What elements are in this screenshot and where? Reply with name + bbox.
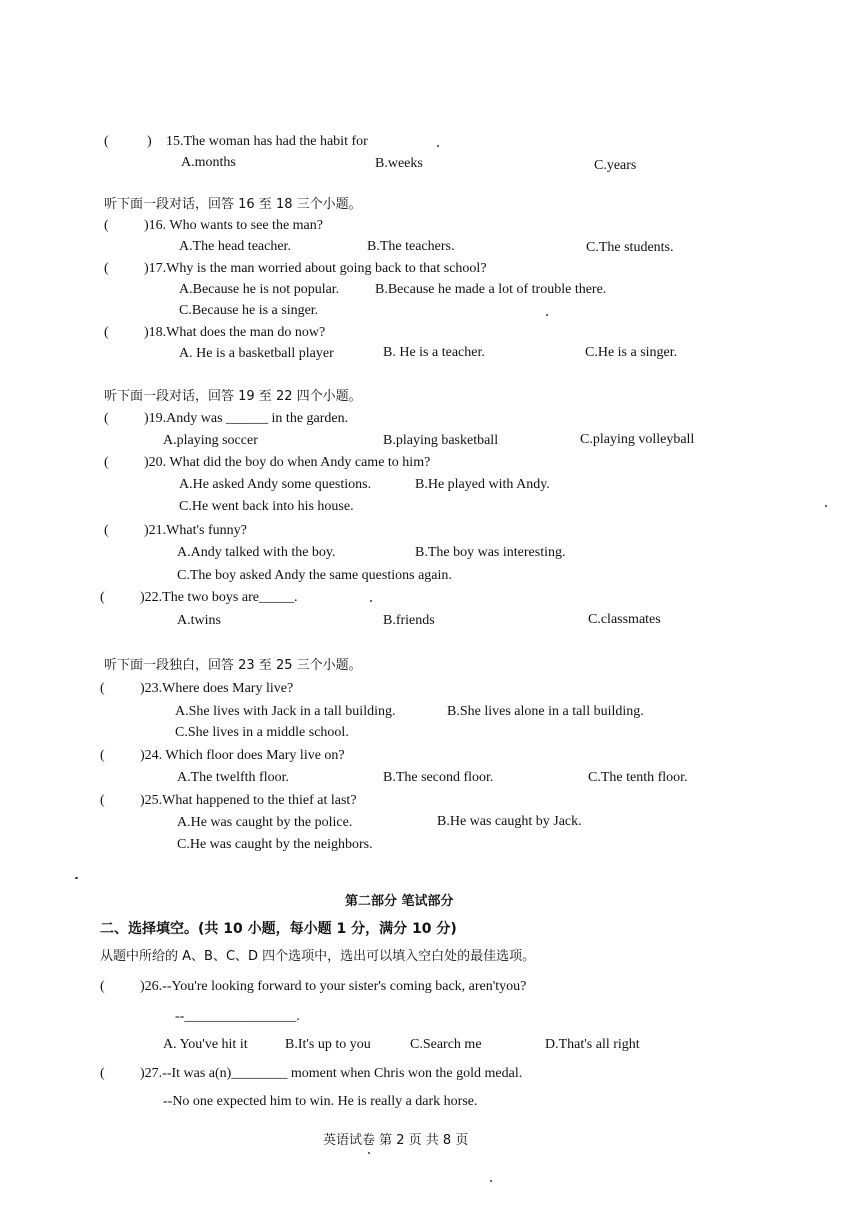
q19-option-a: A.playing soccer (163, 433, 258, 448)
q20-option-b: B.He played with Andy. (415, 477, 550, 492)
q22-option-a: A.twins (177, 613, 221, 628)
q15-option-b: B.weeks (375, 156, 423, 171)
q26-option-c: C.Search me (410, 1037, 482, 1052)
answer-paren: ( (104, 218, 109, 233)
q21-option-a: A.Andy talked with the boy. (177, 545, 336, 560)
question-23-stem: )23.Where does Mary live? (140, 681, 294, 696)
print-speck (368, 1152, 370, 1154)
q21-option-c: C.The boy asked Andy the same questions again. (177, 568, 452, 583)
print-speck (437, 145, 439, 147)
answer-paren: ( (104, 134, 109, 149)
print-speck (546, 314, 548, 316)
q18-option-b: B. He is a teacher. (383, 345, 485, 360)
answer-paren: ( (100, 1066, 105, 1081)
answer-paren: ( (104, 261, 109, 276)
part-two-title: 第二部分 笔试部分 (345, 894, 454, 909)
section-intro-19: 听下面一段对话，回答 19 至 22 四个小题。 (104, 389, 362, 404)
q22-option-b: B.friends (383, 613, 435, 628)
q16-option-b: B.The teachers. (367, 239, 455, 254)
answer-paren: ( (100, 590, 105, 605)
q19-option-b: B.playing basketball (383, 433, 499, 448)
question-25-stem: )25.What happened to the thief at last? (140, 793, 357, 808)
question-16-stem: )16. Who wants to see the man? (144, 218, 323, 233)
answer-paren: ( (100, 979, 105, 994)
section-intro-23: 听下面一段独白，回答 23 至 25 三个小题。 (104, 658, 362, 673)
question-24-stem: )24. Which floor does Mary live on? (140, 748, 345, 763)
q19-option-c: C.playing volleyball (580, 432, 695, 447)
print-speck (825, 505, 827, 507)
q26-option-a: A. You've hit it (163, 1037, 248, 1052)
answer-paren: ( (100, 748, 105, 763)
answer-paren-close: ) (147, 134, 152, 149)
q26-reply-blank: --________________. (175, 1009, 300, 1024)
q25-option-b: B.He was caught by Jack. (437, 814, 582, 829)
question-27-stem: )27.--It was a(n)________ moment when Chris won the gold medal. (140, 1066, 523, 1081)
q18-option-a: A. He is a basketball player (179, 346, 334, 361)
section-two-title: 二、选择填空。(共 10 小题，每小题 1 分，满分 10 分) (100, 921, 457, 937)
print-speck (370, 600, 372, 602)
q20-option-a: A.He asked Andy some questions. (179, 477, 372, 492)
q22-option-c: C.classmates (588, 612, 661, 627)
q26-option-d: D.That's all right (545, 1037, 640, 1052)
q25-option-a: A.He was caught by the police. (177, 815, 353, 830)
question-20-stem: )20. What did the boy do when Andy came to him? (144, 455, 431, 470)
q26-option-b: B.It's up to you (285, 1037, 371, 1052)
q24-option-b: B.The second floor. (383, 770, 494, 785)
print-speck (490, 1180, 492, 1182)
q17-option-a: A.Because he is not popular. (179, 282, 340, 297)
question-22-stem: )22.The two boys are_____. (140, 590, 298, 605)
question-19-stem: )19.Andy was ______ in the garden. (144, 411, 349, 426)
print-speck (75, 877, 78, 879)
question-17-stem: )17.Why is the man worried about going back to that school? (144, 261, 487, 276)
q18-option-c: C.He is a singer. (585, 345, 678, 360)
q21-option-b: B.The boy was interesting. (415, 545, 566, 560)
answer-paren: ( (104, 455, 109, 470)
question-26-stem: )26.--You're looking forward to your sister's coming back, aren'tyou? (140, 979, 527, 994)
q17-option-b: B.Because he made a lot of trouble there. (375, 282, 607, 297)
q23-option-b: B.She lives alone in a tall building. (447, 704, 644, 719)
q25-option-c: C.He was caught by the neighbors. (177, 837, 373, 852)
q24-option-c: C.The tenth floor. (588, 770, 688, 785)
answer-paren: ( (104, 411, 109, 426)
q17-option-c: C.Because he is a singer. (179, 303, 319, 318)
q20-option-c: C.He went back into his house. (179, 499, 354, 514)
question-18-stem: )18.What does the man do now? (144, 325, 326, 340)
answer-paren: ( (104, 325, 109, 340)
q24-option-a: A.The twelfth floor. (177, 770, 289, 785)
q16-option-c: C.The students. (586, 240, 674, 255)
section-two-instructions: 从题中所给的 A、B、C、D 四个选项中，选出可以填入空白处的最佳选项。 (100, 949, 536, 964)
page-footer: 英语试卷 第 2 页 共 8 页 (323, 1133, 469, 1148)
q23-option-a: A.She lives with Jack in a tall building. (175, 704, 396, 719)
q16-option-a: A.The head teacher. (179, 239, 291, 254)
answer-paren: ( (100, 793, 105, 808)
answer-paren: ( (100, 681, 105, 696)
section-intro-16: 听下面一段对话，回答 16 至 18 三个小题。 (104, 197, 362, 212)
q23-option-c: C.She lives in a middle school. (175, 725, 349, 740)
question-21-stem: )21.What's funny? (144, 523, 247, 538)
q15-option-c: C.years (594, 158, 637, 173)
answer-paren: ( (104, 523, 109, 538)
q15-option-a: A.months (181, 155, 236, 170)
question-15-stem: 15.The woman has had the habit for (166, 134, 368, 149)
q27-reply: --No one expected him to win. He is really a dark horse. (163, 1094, 478, 1109)
